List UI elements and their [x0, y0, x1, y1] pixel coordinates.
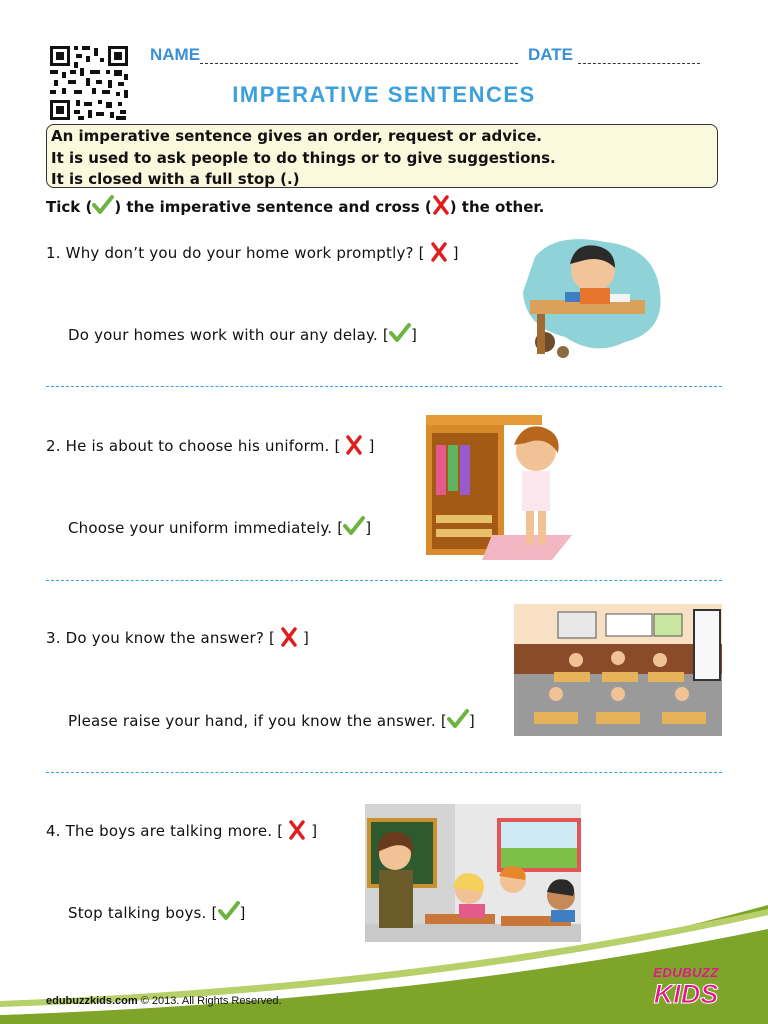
- edubuzz-kids-logo: EDUBUZZ KIDS: [653, 965, 719, 1009]
- page-title: IMPERATIVE SENTENCES: [232, 82, 536, 107]
- tick-icon[interactable]: [343, 515, 365, 537]
- tick-icon[interactable]: [447, 708, 469, 730]
- tick-icon[interactable]: [389, 322, 411, 344]
- footer-copyright: edubuzzkids.com © 2013. All Rights Reserved.: [46, 995, 282, 1007]
- classroom-illustration: [514, 604, 722, 736]
- name-field-line[interactable]: [200, 63, 518, 64]
- question-2-prompt: 2. He is about to choose his uniform. [ ]: [46, 437, 375, 455]
- name-label: NAME: [150, 45, 201, 64]
- footer-site[interactable]: edubuzzkids.com: [46, 995, 138, 1007]
- cross-icon[interactable]: [430, 242, 448, 262]
- cross-icon: [432, 194, 450, 216]
- date-field-line[interactable]: [578, 63, 700, 64]
- question-1-answer: Do your homes work with our any delay. [ ]: [68, 322, 417, 344]
- question-3-prompt: 3. Do you know the answer? [ ]: [46, 629, 310, 647]
- question-1-prompt: 1. Why don’t you do your home work promptly? [ ]: [46, 244, 459, 262]
- date-label: DATE: [528, 45, 574, 64]
- question-4-answer: Stop talking boys. [ ]: [68, 900, 246, 922]
- cross-icon[interactable]: [288, 820, 306, 840]
- separator: [46, 772, 722, 773]
- definition-line: An imperative sentence gives an order, request or advice.: [51, 127, 542, 145]
- tick-icon: [92, 194, 114, 216]
- definition-line: It is used to ask people to do things or to give suggestions.: [51, 148, 556, 167]
- question-2-answer: Choose your uniform immediately. [ ]: [68, 515, 371, 537]
- definition-line: It is closed with a full stop (.): [51, 170, 300, 188]
- question-3-answer: Please raise your hand, if you know the answer. [ ]: [68, 708, 475, 730]
- definition-box: [46, 124, 718, 188]
- girl-wardrobe-illustration: [422, 405, 580, 563]
- cross-icon[interactable]: [345, 435, 363, 455]
- separator: [46, 580, 722, 581]
- separator: [46, 386, 722, 387]
- instruction: Tick ( ) the imperative sentence and cross ( ) the other.: [46, 194, 544, 216]
- question-4-prompt: 4. The boys are talking more. [ ]: [46, 822, 318, 840]
- boy-studying-illustration: [515, 232, 665, 366]
- cross-icon[interactable]: [280, 627, 298, 647]
